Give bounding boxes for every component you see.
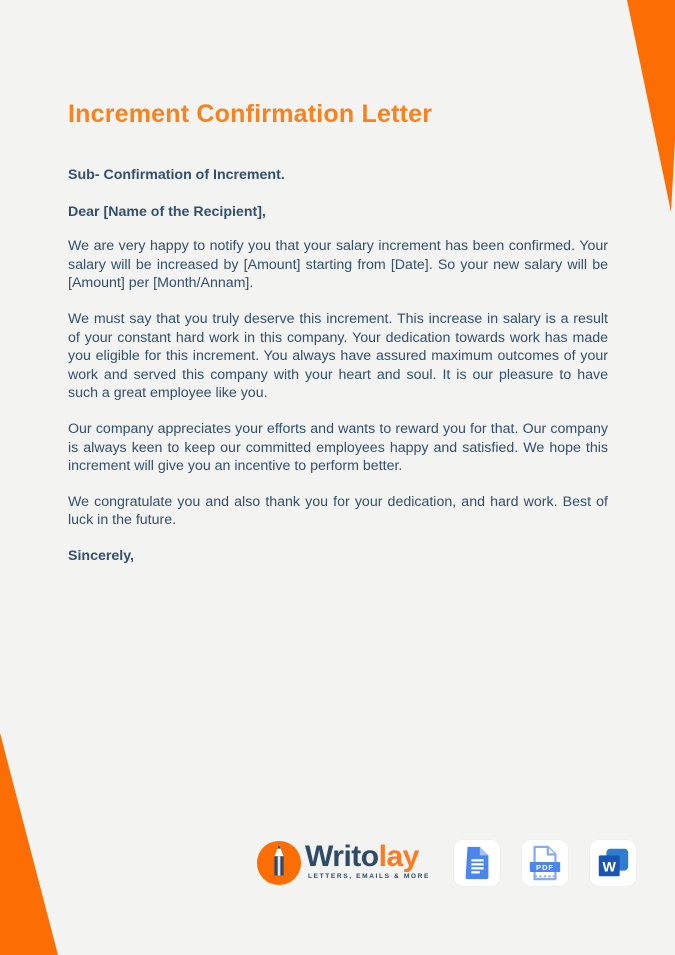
corner-accent-top-right — [627, 0, 675, 212]
brand-tagline: LETTERS, EMAILS & MORE — [308, 872, 431, 880]
google-docs-icon — [458, 844, 496, 882]
brand-name-primary: Writo — [305, 839, 379, 873]
writolay-logo[interactable] — [256, 840, 430, 886]
download-word-button[interactable] — [590, 840, 636, 886]
word-icon — [594, 844, 632, 882]
pdf-badge-label: PDF — [536, 862, 555, 872]
brand-name — [305, 839, 430, 873]
letter-body — [68, 100, 608, 583]
word-letter-label: W — [602, 859, 616, 876]
download-pdf-button[interactable] — [522, 840, 568, 886]
paragraph: We must say that you truly deserve this increment. This increase in salary is a result of your constant hard work in this company. Your dedication towards work has made you eligible for this increment. You always have assured maximum outcomes of your work and served this company with your heart and soul. It is our pleasure to have such a great employee like you. — [68, 310, 608, 402]
pdf-icon — [526, 844, 564, 882]
pencil-logo-icon — [256, 840, 302, 886]
subject-line: Sub- Confirmation of Increment. — [68, 167, 285, 183]
brand-text — [305, 839, 431, 880]
paragraph: Our company appreciates your efforts and wants to reward you for that. Our company is always keen to keep our committed employees happy and satisfied. We hope this increment will give you an incentive to perform better. — [68, 420, 608, 475]
closing: Sincerely, — [68, 547, 134, 564]
corner-accent-bottom-left — [0, 733, 58, 955]
footer — [256, 838, 636, 888]
salutation: Dear [Name of the Recipient], — [68, 203, 266, 220]
download-google-docs-button[interactable] — [454, 840, 500, 886]
download-options — [454, 840, 636, 886]
brand-name-secondary: lay — [378, 839, 419, 873]
page-title: Increment Confirmation Letter — [68, 100, 433, 128]
paragraph: We are very happy to notify you that your salary increment has been confirmed. Your salary will be increased by [Amount] starting from [Date]. So your new salary will be [Amount] per [Month/Annam]. — [68, 238, 608, 292]
paragraph: We congratulate you and also thank you for your dedication, and hard work. Best of luck in the future. — [68, 493, 608, 529]
